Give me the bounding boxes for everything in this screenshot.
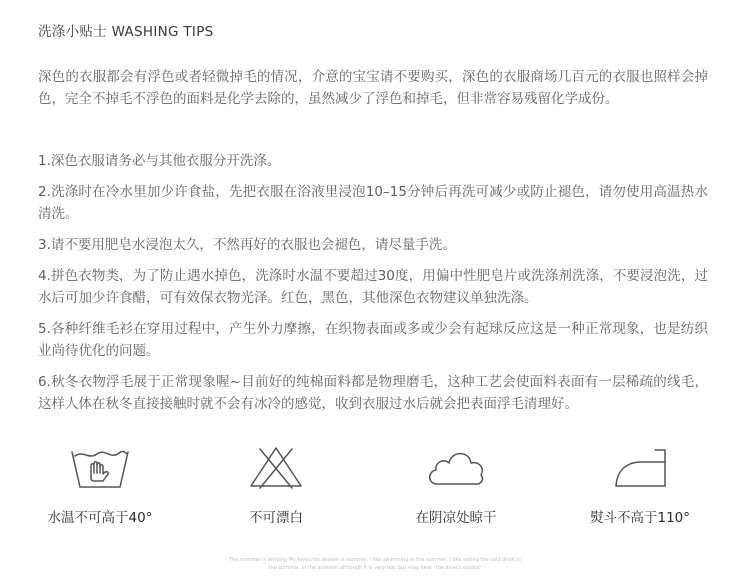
care-label: 在阴凉处晾干 bbox=[415, 510, 497, 526]
care-label: 不可漂白 bbox=[249, 510, 303, 526]
care-item-no-bleach bbox=[196, 440, 356, 526]
care-label: 水温不可高于40° bbox=[47, 510, 153, 526]
footer-note bbox=[0, 556, 750, 572]
care-icons-row bbox=[0, 440, 750, 540]
iron-icon bbox=[607, 440, 673, 492]
care-item-iron bbox=[560, 440, 720, 526]
footer-line: The summer is arriving My favourite season is summer. I like swimming in the summer, I like eating the cold drink in bbox=[229, 557, 521, 563]
footer-line: the summer. In the summer although it is very hot, but may hear "the insect sonata" bbox=[268, 565, 482, 571]
tip-item: 6.秋冬衣物浮毛展于正常现象喔~目前好的纯棉面料都是物理磨毛，这种工艺会使面料表面有一层稀疏的线毛，这样人体在秋冬直接接触时就不会有冰冷的感觉，收到衣服过水后就会把表面浮毛清理好。 bbox=[38, 374, 708, 412]
tips-list bbox=[38, 150, 708, 424]
tip-item: 4.拼色衣物类，为了防止遇水掉色，洗涤时水温不要超过30度，用偏中性肥皂片或洗涤剂洗涤，不要浸泡洗，过水后可加少许食醋，可有效保衣物光泽。红色，黑色，其他深色衣物建议单独洗涤。 bbox=[38, 268, 708, 306]
intro-paragraph: 深色的衣服都会有浮色或者轻微掉毛的情况，介意的宝宝请不要购买，深色的衣服商场几百元的衣服也照样会掉色，完全不掉毛不浮色的面料是化学去除的，虽然减少了浮色和掉毛，但非常容易残留化学成份。 bbox=[38, 69, 708, 107]
care-label: 熨斗不高于110° bbox=[589, 510, 691, 526]
tip-item: 5.各种纤维毛衫在穿用过程中，产生外力摩擦，在织物表面或多或少会有起球反应这是一种正常现象，也是纺织业尚待优化的问题。 bbox=[38, 321, 708, 359]
dry-in-shade-icon bbox=[423, 440, 489, 492]
care-item-dry-in-shade bbox=[376, 440, 536, 526]
tip-item: 3.请不要用肥皂水浸泡太久，不然再好的衣服也会褪色，请尽量手洗。 bbox=[38, 237, 456, 253]
no-bleach-icon bbox=[243, 440, 309, 492]
tip-item: 1.深色衣服请务必与其他衣服分开洗涤。 bbox=[38, 153, 281, 169]
page-title: 洗涤小贴士 WASHING TIPS bbox=[38, 24, 214, 40]
tip-item: 2.洗涤时在冷水里加少许食盐，先把衣服在浴液里浸泡10–15分钟后再洗可减少或防止褪色，请勿使用高温热水清洗。 bbox=[38, 184, 708, 222]
hand-wash-icon bbox=[67, 440, 133, 492]
care-item-hand-wash bbox=[20, 440, 180, 526]
